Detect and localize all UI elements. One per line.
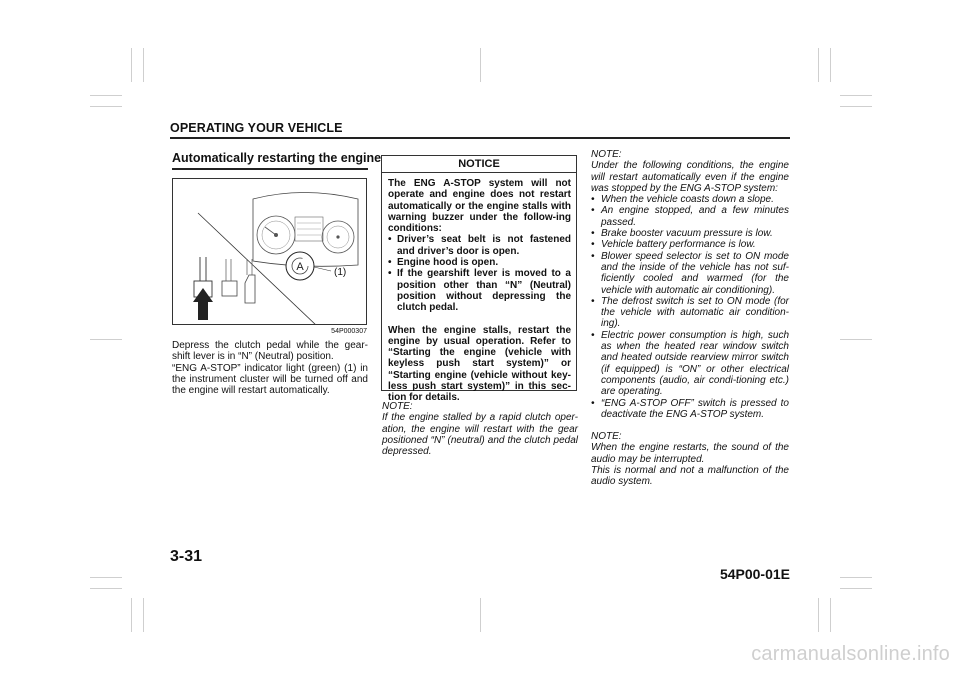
document-code: 54P00-01E [719,566,790,582]
note-label: NOTE: [382,401,413,412]
paragraph: Depress the clutch pedal while the gear-shift lever is in “N” (Neutral) position. [172,340,368,363]
notice-outro: When the engine stalls, restart the engine by usual operation. Refer to “Starting the engine (vehicle with keyless push start system)” or “Starting engine (vehicle without key-less push start system)” in this sec-tion for details. [388,324,571,404]
note-label: NOTE: [591,149,622,160]
heading-rule [172,168,368,170]
note-right [591,149,789,488]
notice-intro: The ENG A-STOP system will not operate and engine does not restart automatically or the engine stalls with warning buzzer under the follow-ing conditions: [388,178,571,235]
site-watermark: carmanualsonline.info [751,643,950,665]
list-item: • Driver’s seat belt is not fastened and driver’s door is open. [388,234,571,257]
note-label: NOTE: [591,431,622,443]
note-text: If the engine stalled by a rapid clutch oper-ation, the engine will restart with the gear positioned “N” (neutral) and the clutch pedal depressed. [382,412,578,458]
list-item: • An engine stopped, and a few minutes passed. [591,205,789,228]
list-item: • Brake booster vacuum pressure is low. [591,228,773,240]
figure-id: 54P000307 [331,328,367,335]
page-number: 3-31 [170,548,203,565]
figure-callout-label: (1) [334,267,347,278]
notice-title: NOTICE [382,156,576,173]
instrument-cluster-figure [172,178,367,325]
list-item: • If the gearshift lever is moved to a position other than “N” (Neutral) position without depressing the clutch pedal. [388,268,571,314]
section-heading: Automatically restarting the engine [172,151,382,165]
note-text: This is normal and not a malfunction of the audio system. [591,465,789,488]
list-item: • Engine hood is open. [388,257,499,269]
note-middle [382,401,578,457]
list-item: • Electric power consumption is high, such as when the heated rear window switch and heated outside rearview mirror switch (if equipped) is “ON” or other electrical components (audio, air condi-tioning etc.) are operating. [591,329,789,398]
a-stop-indicator-letter: A [296,261,304,273]
note-text: When the engine restarts, the sound of the audio may be interrupted. [591,442,789,465]
header-rule [170,137,790,139]
figure-illustration [173,179,367,325]
list-item: • Vehicle battery performance is low. [591,239,756,251]
notice-box [381,155,577,404]
list-item: • “ENG A-STOP OFF” switch is pressed to deactivate the ENG A-STOP system. [591,397,789,420]
paragraph: “ENG A-STOP” indicator light (green) (1) in the instrument cluster will be turned off and the engine will restart automatically. [172,362,368,397]
list-item: • The defrost switch is set to ON mode (for the vehicle with automatic air condition-ing). [591,295,789,330]
page-header-title: OPERATING YOUR VEHICLE [170,121,343,135]
restart-instructions [172,340,368,396]
note-intro: Under the following conditions, the engine will restart automatically even if the engine was stopped by the ENG A-STOP system: [591,160,789,194]
list-item: • When the vehicle coasts down a slope. [591,194,774,206]
list-item: • Blower speed selector is set to ON mode and the inside of the vehicle has not suf-ficiently cooled and warmed (for the vehicle with automatic air conditioning). [591,250,789,296]
